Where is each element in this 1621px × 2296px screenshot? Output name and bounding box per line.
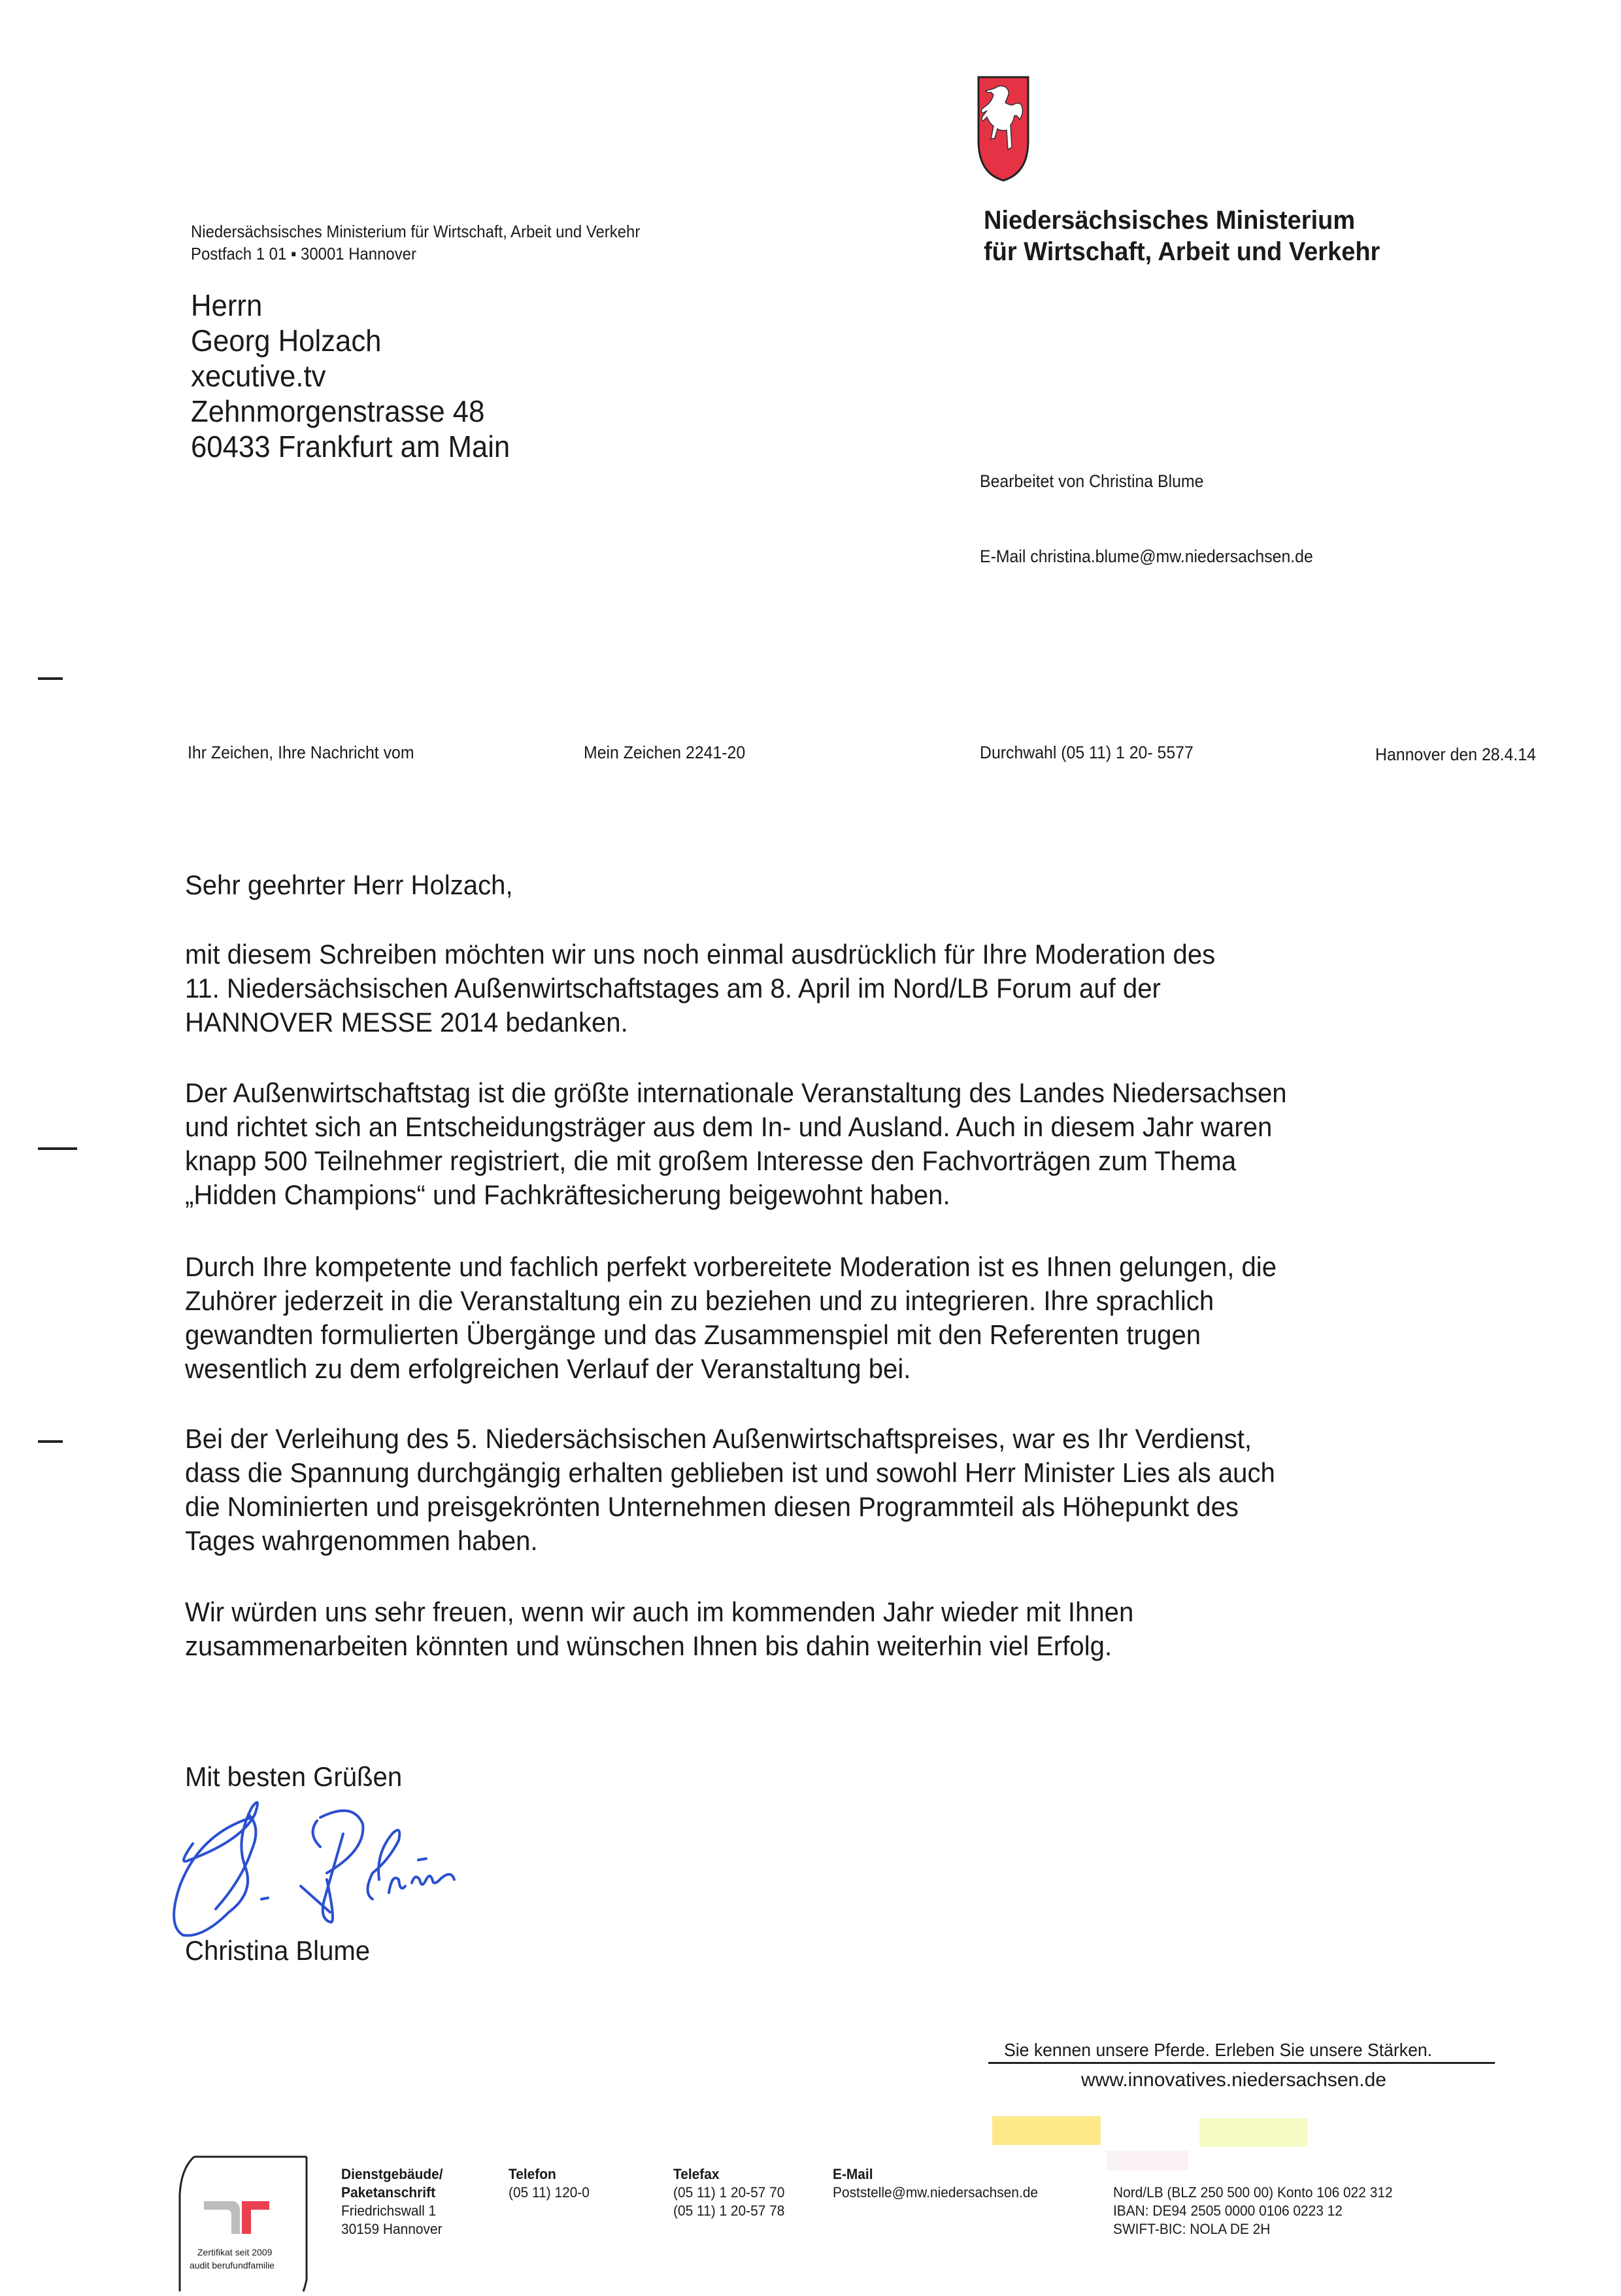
recipient-city: 60433 Frankfurt am Main: [191, 430, 510, 464]
your-reference: Ihr Zeichen, Ihre Nachricht vom: [188, 743, 414, 762]
paragraph-1: [185, 937, 1571, 1039]
my-reference: Mein Zeichen 2241-20: [584, 743, 746, 762]
place-date: Hannover den 28.4.14: [1375, 745, 1536, 764]
paragraph-line: zusammenarbeiten könnten und wünschen Ihnen bis dahin weiterhin viel Erfolg.: [185, 1630, 1112, 1661]
paragraph-line: Zuhörer jederzeit in die Veranstaltung ein zu beziehen und zu integrieren. Ihre sprachlich: [185, 1285, 1214, 1316]
signatory: [185, 1934, 1571, 1968]
paragraph-line: „Hidden Champions“ und Fachkräftesicherung beigewohnt haben.: [185, 1179, 950, 1210]
handled-by: Bearbeitet von Christina Blume: [980, 471, 1204, 491]
paragraph-4: [185, 1422, 1571, 1558]
paragraph-line: wesentlich zu dem erfolgreichen Verlauf der Veranstaltung bei.: [185, 1353, 911, 1384]
footer-tagline: Sie kennen unsere Pferde. Erleben Sie unsere Stärken.: [1004, 2040, 1433, 2060]
paragraph-line: gewandten formulierten Übergänge und das Zusammenspiel mit den Referenten trugen: [185, 1319, 1201, 1350]
recipient-salutation: Herrn: [191, 288, 263, 322]
fax-heading: Telefax: [673, 2166, 720, 2182]
audit-berufundfamilie-icon: [178, 2155, 309, 2293]
certificate-logo: [178, 2155, 309, 2293]
footer-fax: [673, 2165, 784, 2220]
paragraph-2: [185, 1076, 1571, 1212]
paragraph-line: HANNOVER MESSE 2014 bedanken.: [185, 1007, 628, 1038]
ministry-name-line2: für Wirtschaft, Arbeit und Verkehr: [984, 237, 1380, 266]
email-heading: E-Mail: [833, 2166, 873, 2182]
paragraph-line: Durch Ihre kompetente und fachlich perfekt vorbereitete Moderation ist es Ihnen gelungen, die: [185, 1251, 1277, 1282]
bank-line-3: SWIFT-BIC: NOLA DE 2H: [1113, 2221, 1271, 2237]
bank-line-1: Nord/LB (BLZ 250 500 00) Konto 106 022 312: [1113, 2184, 1393, 2201]
paragraph-line: knapp 500 Teilnehmer registriert, die mit großem Interesse den Fachvorträgen zum Thema: [185, 1145, 1237, 1176]
office-street: Friedrichswall 1: [341, 2203, 437, 2219]
lower-saxony-horse-shield-icon: [977, 75, 1030, 182]
contact-email[interactable]: E-Mail christina.blume@mw.niedersachsen.de: [980, 547, 1313, 566]
paragraph-3: [185, 1250, 1571, 1386]
paragraph-line: Tages wahrgenommen haben.: [185, 1525, 538, 1556]
closing-text: Mit besten Grüßen: [185, 1761, 403, 1792]
letter-greeting: [185, 868, 1571, 902]
sender-line-2: Postfach 1 01 ▪ 30001 Hannover: [191, 244, 416, 263]
certificate-line-2: audit berufundfamilie: [190, 2260, 275, 2271]
footer-color-swatch-yellow: [992, 2116, 1101, 2145]
paragraph-line: dass die Spannung durchgängig erhalten geblieben ist und sowohl Herr Minister Lies als auch: [185, 1457, 1275, 1488]
phone-heading: Telefon: [509, 2166, 556, 2182]
paragraph-line: Bei der Verleihung des 5. Niedersächsischen Außenwirtschaftspreises, war es Ihr Verdienst,: [185, 1423, 1252, 1454]
footer-office-address: [341, 2165, 443, 2238]
handwritten-signature-icon: [163, 1788, 634, 1958]
footer-website-link[interactable]: www.innovatives.niedersachsen.de: [1081, 2069, 1386, 2091]
office-heading-1: Dienstgebäude/: [341, 2166, 443, 2182]
greeting-text: Sehr geehrter Herr Holzach,: [185, 869, 513, 900]
ministry-name-line1: Niedersächsisches Ministerium: [984, 206, 1356, 235]
ministry-name: [984, 205, 1380, 267]
office-heading-2: Paketanschrift: [341, 2184, 436, 2201]
fold-mark-bottom: [38, 1440, 63, 1443]
recipient-company: xecutive.tv: [191, 359, 326, 393]
footer-bank-details: [1113, 2184, 1393, 2238]
paragraph-line: die Nominierten und preisgekrönten Unternehmen diesen Programmteil als Höhepunkt des: [185, 1491, 1239, 1522]
sender-return-address: [191, 220, 640, 265]
footer-color-swatch-lime: [1199, 2118, 1307, 2147]
phone-value: (05 11) 120-0: [509, 2184, 590, 2201]
direct-dial: Durchwahl (05 11) 1 20- 5577: [980, 743, 1194, 762]
email-value[interactable]: Poststelle@mw.niedersachsen.de: [833, 2184, 1038, 2201]
footer-tagline-divider: [988, 2062, 1495, 2064]
bank-line-2: IBAN: DE94 2505 0000 0106 0223 12: [1113, 2203, 1343, 2219]
fold-mark-top: [38, 677, 63, 680]
recipient-street: Zehnmorgenstrasse 48: [191, 394, 485, 428]
certificate-line-1: Zertifikat seit 2009: [197, 2247, 273, 2257]
footer-color-swatch-pink: [1107, 2151, 1188, 2170]
fold-mark-middle: [38, 1147, 77, 1150]
paragraph-line: Der Außenwirtschaftstag ist die größte internationale Veranstaltung des Landes Niedersachsen: [185, 1077, 1287, 1108]
office-city: 30159 Hannover: [341, 2221, 443, 2237]
footer-email: [833, 2165, 1038, 2202]
fax-value-2: (05 11) 1 20-57 78: [673, 2203, 785, 2219]
paragraph-line: und richtet sich an Entscheidungsträger aus dem In- und Ausland. Auch in diesem Jahr waren: [185, 1111, 1273, 1142]
paragraph-line: 11. Niedersächsischen Außenwirtschaftstages am 8. April im Nord/LB Forum auf der: [185, 973, 1161, 1004]
fax-value-1: (05 11) 1 20-57 70: [673, 2184, 785, 2201]
recipient-name: Georg Holzach: [191, 324, 382, 358]
sender-line-1: Niedersächsisches Ministerium für Wirtschaft, Arbeit und Verkehr: [191, 222, 641, 241]
paragraph-line: Wir würden uns sehr freuen, wenn wir auch im kommenden Jahr wieder mit Ihnen: [185, 1596, 1134, 1627]
footer-phone: [509, 2165, 590, 2202]
paragraph-5: [185, 1595, 1571, 1663]
recipient-address: [191, 288, 527, 464]
signatory-name: Christina Blume: [185, 1935, 371, 1966]
paragraph-line: mit diesem Schreiben möchten wir uns noch einmal ausdrücklich für Ihre Moderation des: [185, 939, 1216, 970]
